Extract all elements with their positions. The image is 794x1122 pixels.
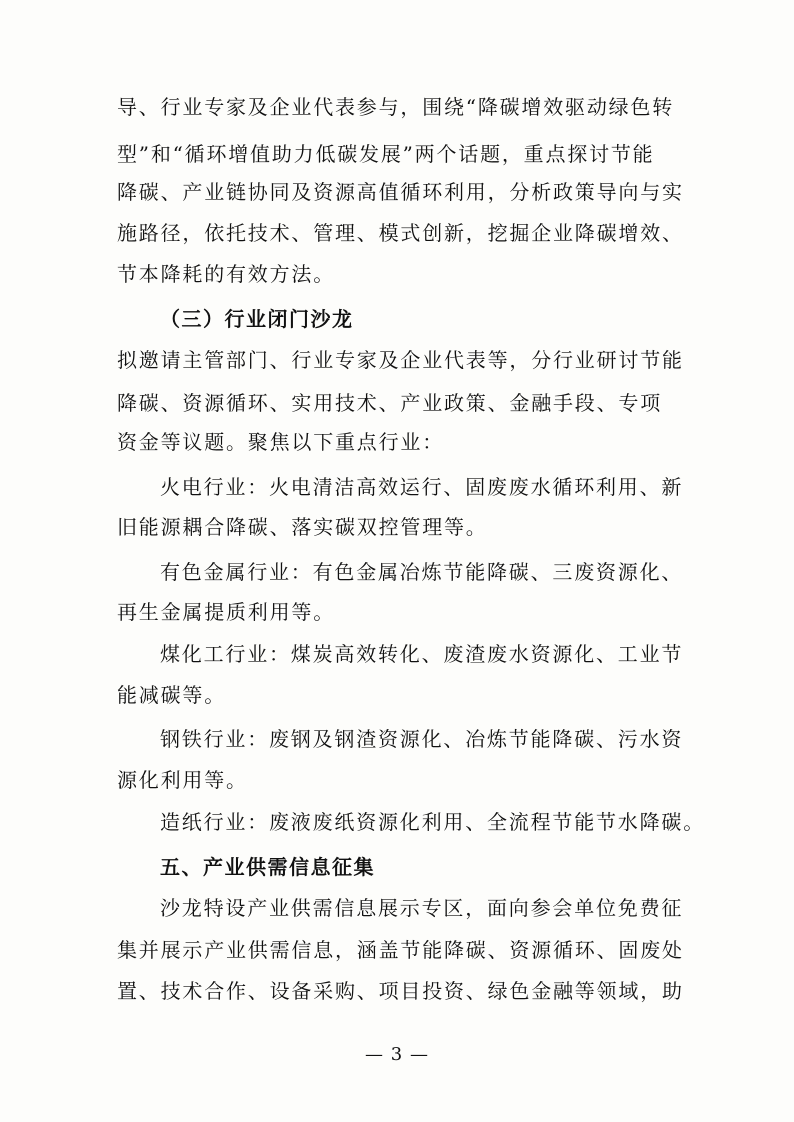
body-line: 能减碳等。: [117, 683, 226, 707]
body-line: 源化利用等。: [117, 768, 248, 792]
body-line: 导、行业专家及企业代表参与，围绕“降碳增效驱动绿色转: [117, 95, 675, 119]
body-line: 集并展示产业供需信息，涵盖节能降碳、资源循环、固废处: [117, 938, 684, 962]
body-line: 沙龙特设产业供需信息展示专区，面向参会单位免费征: [160, 896, 684, 920]
section-heading: 五、产业供需信息征集: [160, 855, 375, 879]
body-line: 型”和“循环增值助力低碳发展”两个话题，重点探讨节能: [117, 142, 655, 166]
body-line: 造纸行业：废液废纸资源化利用、全流程节能节水降碳。: [160, 810, 705, 834]
body-line: 有色金属行业：有色金属冶炼节能降碳、三废资源化、: [160, 560, 684, 584]
body-line: 煤化工行业：煤炭高效转化、废渣废水资源化、工业节: [160, 642, 684, 666]
body-line: 拟邀请主管部门、行业专家及企业代表等，分行业研讨节能: [117, 348, 684, 372]
body-line: 施路径，依托技术、管理、模式创新，挖掘企业降碳增效、: [117, 221, 684, 245]
body-line: 再生金属提质利用等。: [117, 600, 335, 624]
body-line: 旧能源耦合降碳、落实碳双控管理等。: [117, 515, 488, 539]
body-line: 降碳、资源循环、实用技术、产业政策、金融手段、专项: [117, 391, 662, 415]
body-line: 资金等议题。聚焦以下重点行业：: [117, 430, 444, 454]
page-number: — 3 —: [365, 1044, 429, 1065]
body-line: 节本降耗的有效方法。: [117, 262, 335, 286]
body-line: 置、技术合作、设备采购、项目投资、绿色金融等领域，助: [117, 979, 684, 1003]
section-heading: （三）行业闭门沙龙: [160, 307, 354, 331]
body-line: 降碳、产业链协同及资源高值循环利用，分析政策导向与实: [117, 180, 684, 204]
body-line: 火电行业：火电清洁高效运行、固废废水循环利用、新: [160, 475, 684, 499]
body-line: 钢铁行业：废钢及钢渣资源化、冶炼节能降碳、污水资: [160, 727, 684, 751]
